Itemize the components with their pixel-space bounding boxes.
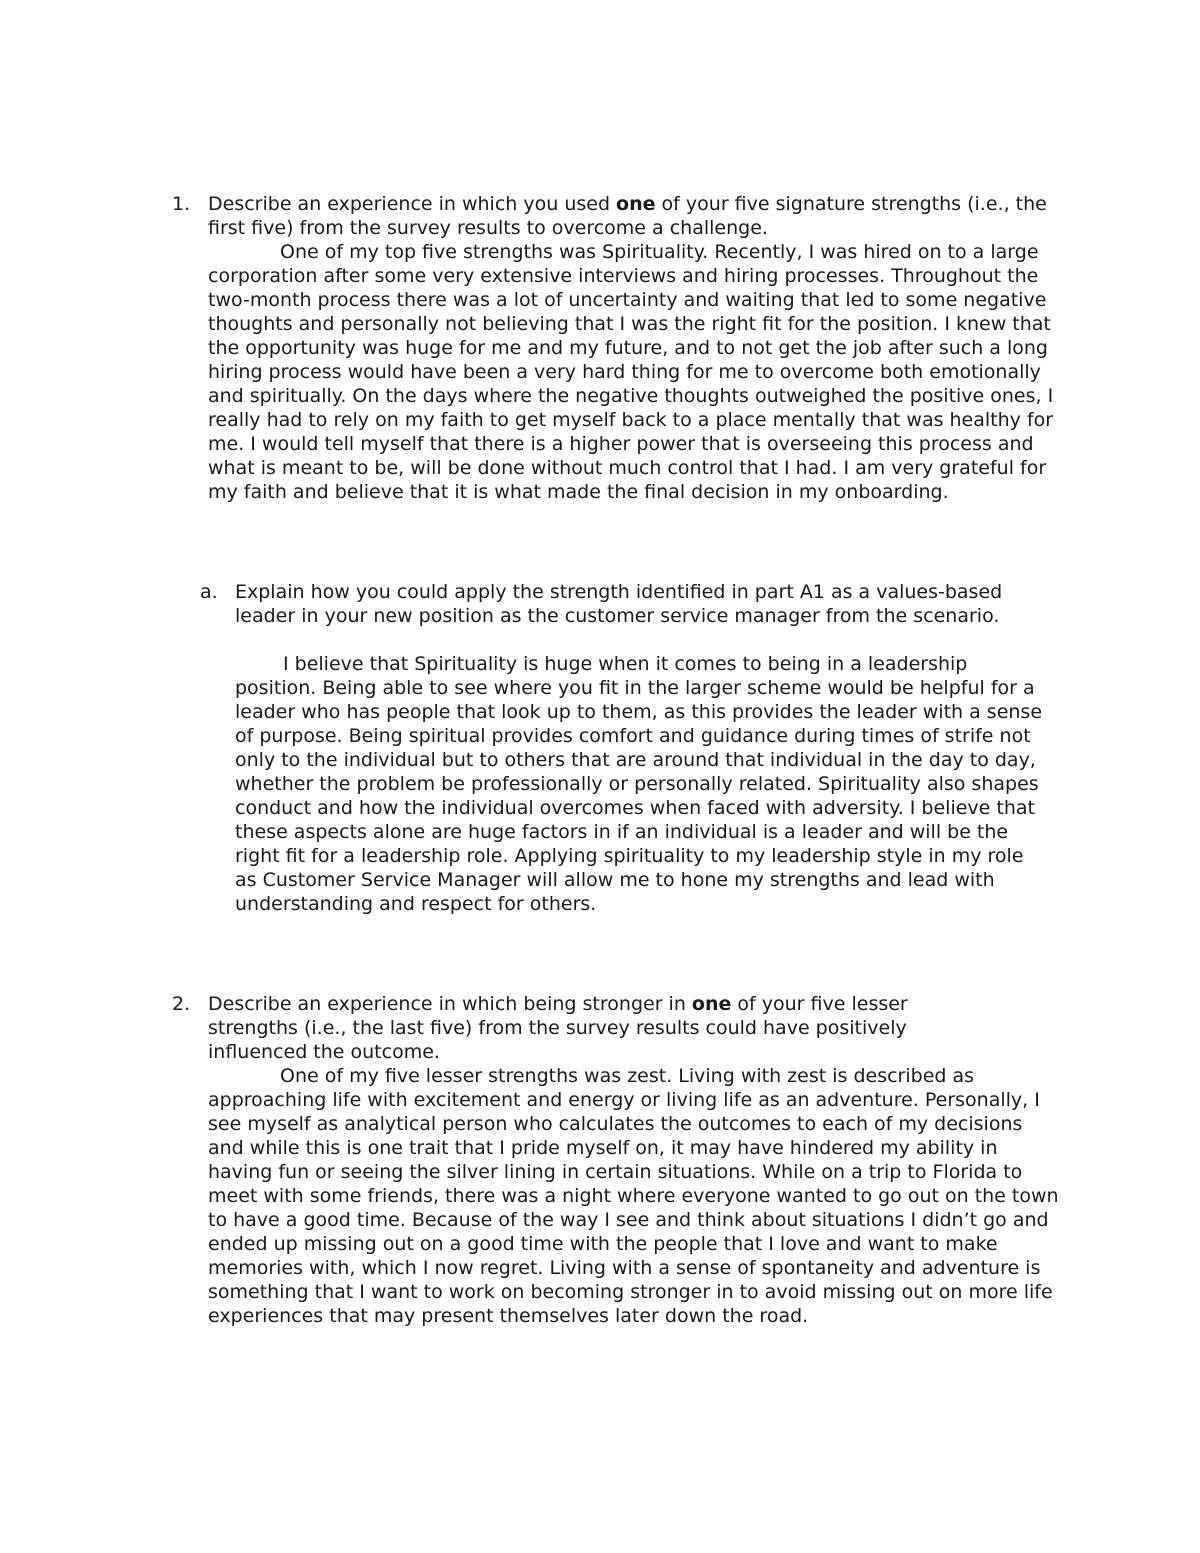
question-1-prompt-start: Describe an experience in which you used xyxy=(208,193,617,215)
question-2-answer: One of my five lesser strengths was zest. Living with zest is described as approaching life with excitement and energy or living life as an adventure. Personally, I see myself as analytical person who calculates the outcomes to each of my decisions and while this is one trait that I pride myself on, it may have hindered my ability in having fun or seeing the silver lining in certain situations. While on a trip to Florida to meet with some friends, there was a night where everyone wanted to go out on the town to have a good time. Because of the way I see and think about situations I didn’t go and ended up missing out on a good time with the people that I love and want to make memories with, which I now regret. Living with a sense of spontaneity and adventure is something that I want to work on becoming stronger in to avoid missing out on more life experiences that may present themselves later down the road. xyxy=(208,1065,1059,1327)
question-1-prompt-emphasis: one xyxy=(616,193,656,215)
question-1a-letter: a. xyxy=(200,581,218,603)
question-1a-prompt: Explain how you could apply the strength identified in part A1 as a values-based leader in your new position as the customer service manager from the scenario. xyxy=(235,581,1003,627)
question-1a-answer: I believe that Spirituality is huge when it comes to being in a leadership position. Being able to see where you fit in the larger scheme would be helpful for a leader who has people that look up to them, as this provides the leader with a sense of purpose. Being spiritual provides comfort and guidance during times of strife not only to the individual but to others that are around that individual in the day to day, whether the problem be professionally or personally related. Spirituality also shapes conduct and how the individual overcomes when faced with adversity. I believe that these aspects alone are huge factors in if an individual is a leader and will be the right fit for a leadership role. Applying spirituality to my leadership style in my role as Customer Service Manager will allow me to hone my strengths and lead with understanding and respect for others. xyxy=(235,653,1043,915)
question-1a-body xyxy=(235,580,1050,916)
question-2-prompt-emphasis: one xyxy=(691,993,732,1015)
question-1-number: 1. xyxy=(172,193,191,215)
question-2-prompt-start: Describe an experience in which being stronger in xyxy=(208,993,692,1015)
question-1-prompt-end: of your five signature strengths (i.e., the first five) from the survey results to overcome a challenge. xyxy=(208,193,1047,239)
question-2-body xyxy=(208,992,1063,1328)
question-2-number: 2. xyxy=(172,993,191,1015)
question-2-prompt-end: of your five lesser strengths (i.e., the last five) from the survey results could have positively influenced the outcome. xyxy=(208,993,908,1063)
question-2-prompt xyxy=(208,992,978,1064)
question-1-answer: One of my top five strengths was Spirituality. Recently, I was hired on to a large corporation after some very extensive interviews and hiring processes. Throughout the two-month process there was a lot of uncertainty and waiting that led to some negative thoughts and personally not believing that I was the right fit for the position. I knew that the opportunity was huge for me and my future, and to not get the job after such a long hiring process would have been a very hard thing for me to overcome both emotionally and spiritually. On the days where the negative thoughts outweighed the positive ones, I really had to rely on my faith to get myself back to a place mentally that was healthy for me. I would tell myself that there is a higher power that is overseeing this process and what is meant to be, will be done without much control that I had. I am very grateful for my faith and believe that it is what made the final decision in my onboarding. xyxy=(208,241,1054,503)
question-1-prompt xyxy=(208,192,1058,240)
question-1-body xyxy=(208,192,1058,504)
